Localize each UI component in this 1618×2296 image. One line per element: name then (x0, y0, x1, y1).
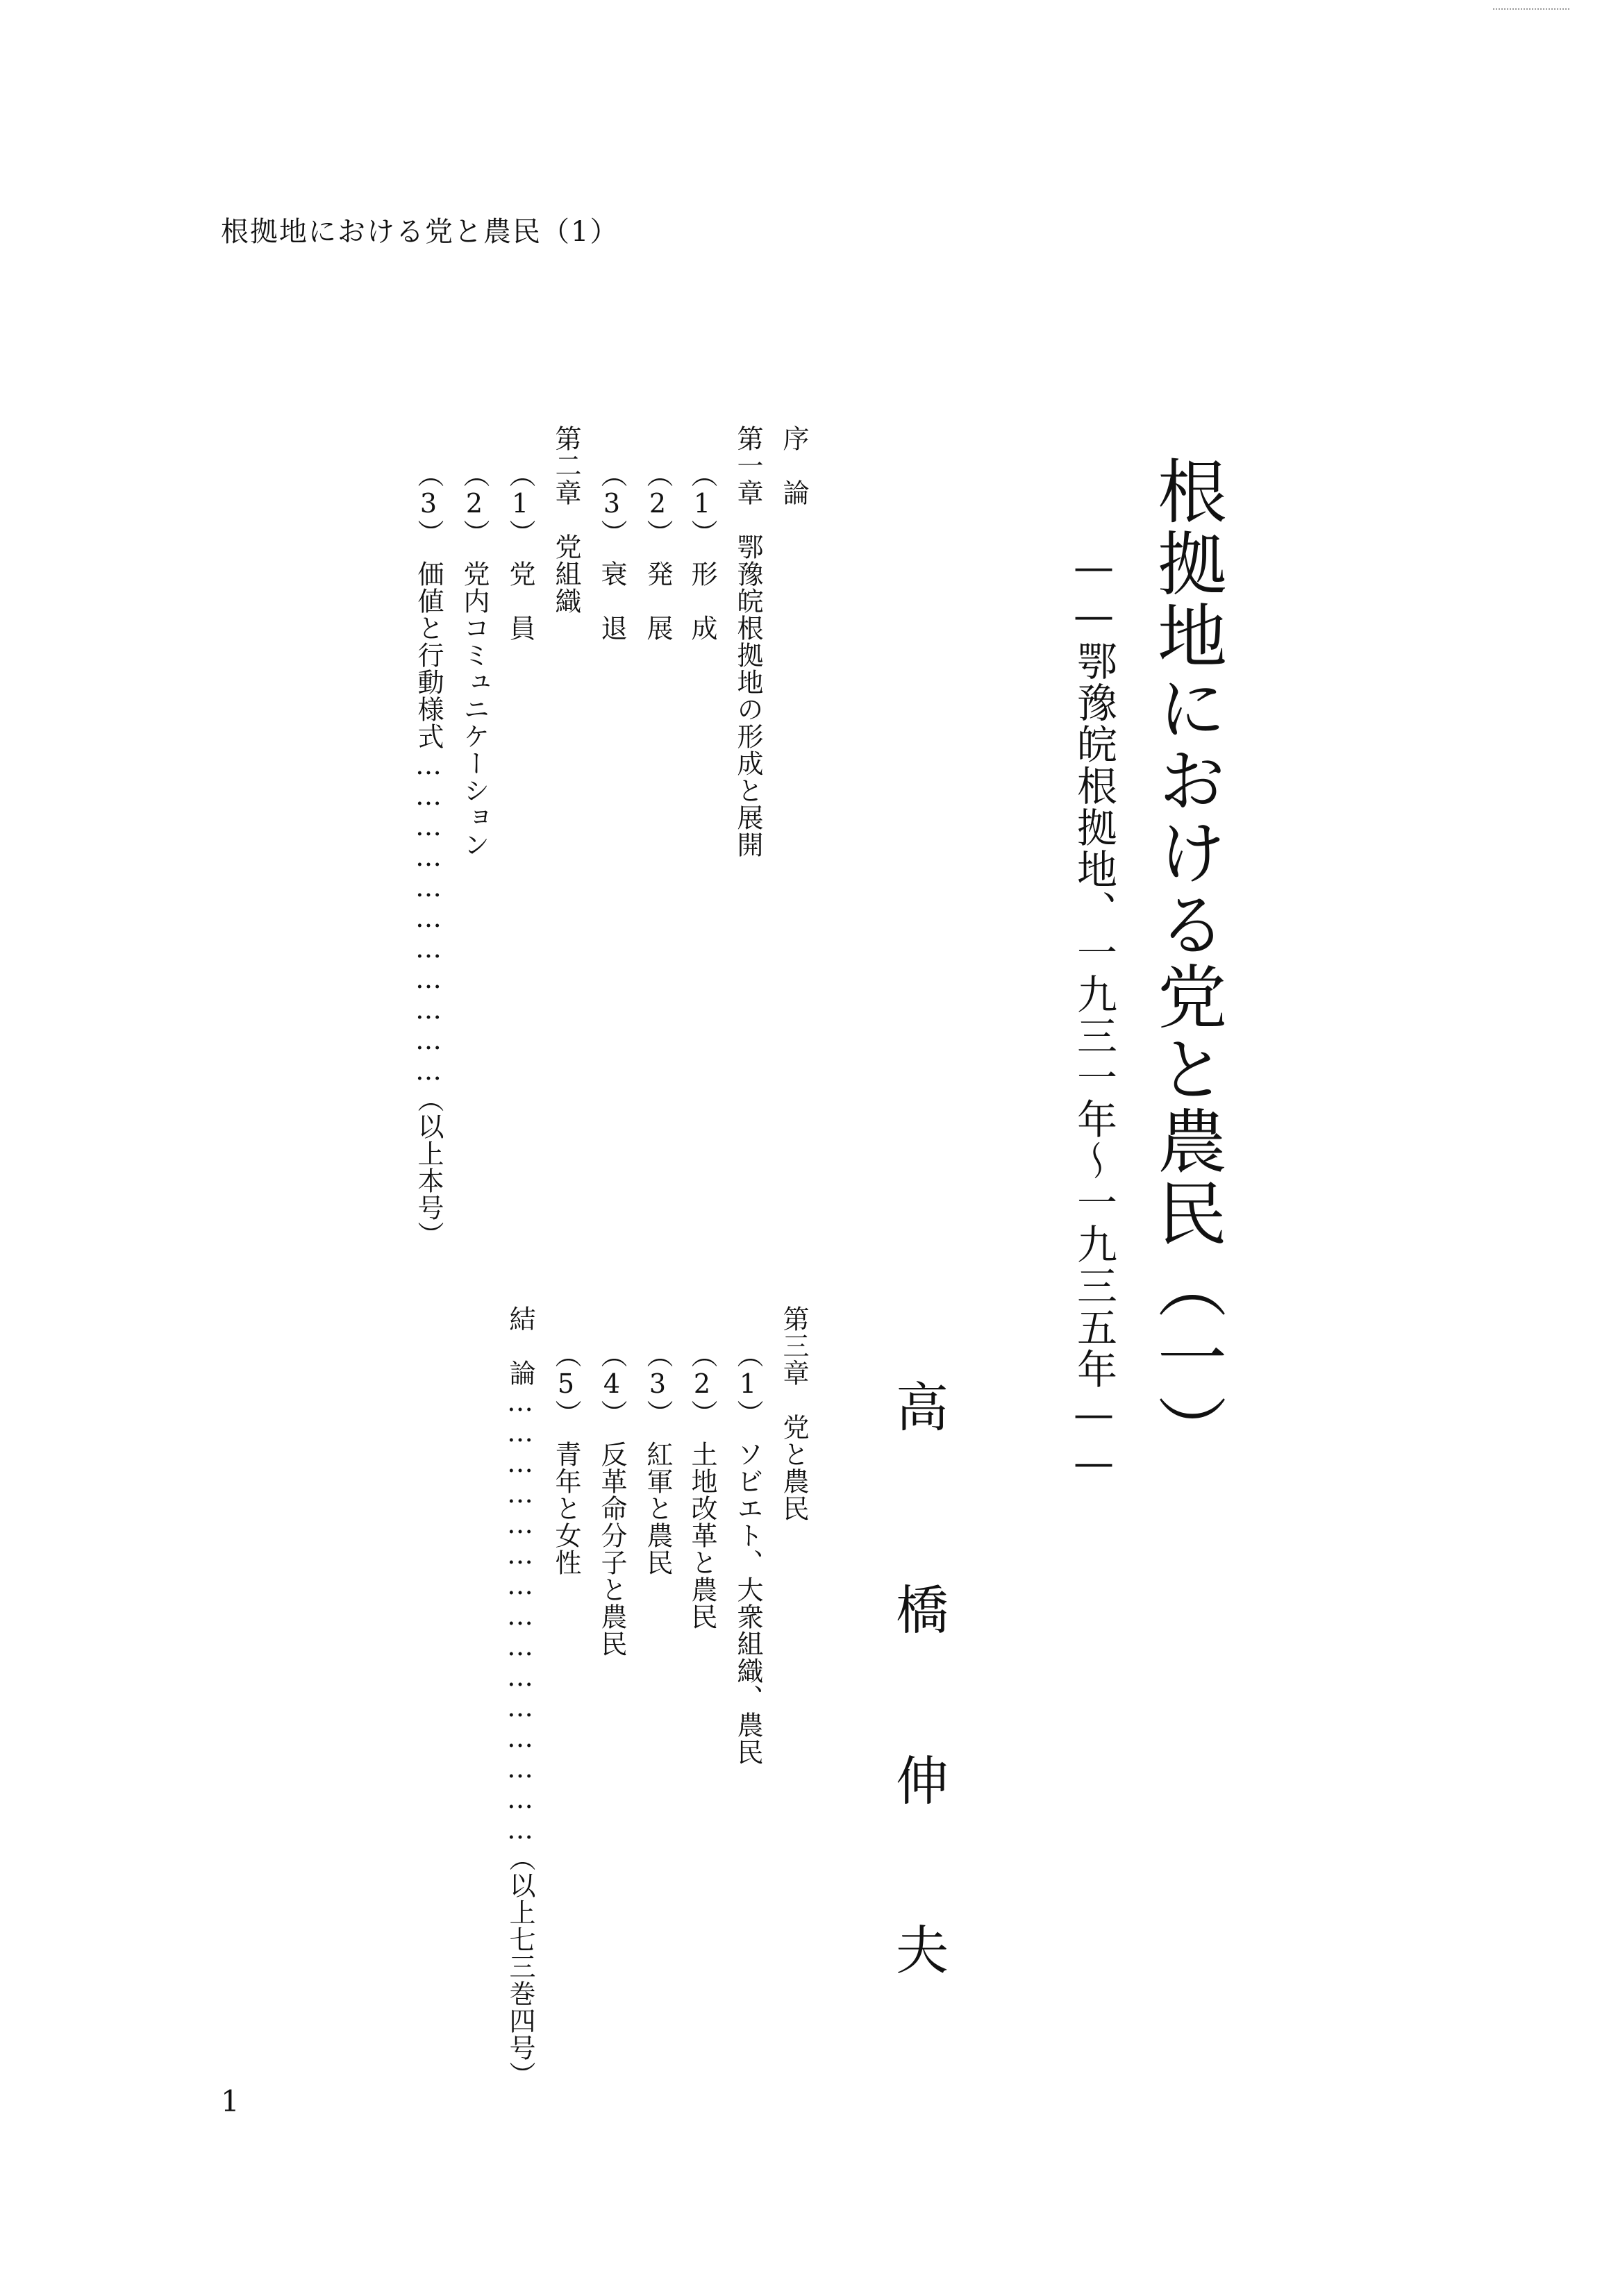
top-edge-marks (1493, 8, 1569, 11)
toc-introduction: 序 論 (778, 425, 809, 506)
toc-section-1-3: （3） 衰 退 (597, 461, 627, 642)
toc-volume-note: （以上本号） (413, 1086, 444, 1248)
running-head: 根拠地における党と農民（1） (221, 216, 619, 248)
toc-section-3-4: （4） 反革命分子と農民 (597, 1341, 627, 1657)
toc-section-1-2: （2） 発 展 (642, 461, 673, 642)
author-char-2: 橋 (896, 1579, 949, 1641)
toc-section-3-1: （1） ソビエト、大衆組織、農民 (733, 1341, 763, 1766)
toc-section-2-1: （1） 党 員 (505, 461, 535, 642)
toc-conclusion (507, 1305, 533, 2088)
toc-conclusion-label: 結 論 (505, 1305, 535, 1386)
author-char-1: 高 (896, 1377, 949, 1439)
toc-section-3-3: （3） 紅軍と農民 (642, 1341, 673, 1576)
toc-section-2-3-label: （3） 価値と行動様式 (413, 461, 444, 750)
author-char-4: 夫 (896, 1920, 949, 1981)
toc-section-3-5: （5） 青年と女性 (551, 1341, 581, 1576)
article-subtitle: ——鄂豫皖根拠地、一九三一年～一九三五年—— (1070, 543, 1117, 1487)
toc-section-2-3 (415, 461, 442, 1248)
toc-volume-note: （以上七三巻四号） (505, 1845, 535, 2088)
toc-leader-dots: ……………………………………… (505, 1386, 535, 1845)
toc-section-2-2: （2） 党内コミュニケーション (459, 461, 490, 858)
author-char-3: 伸 (896, 1750, 949, 1812)
toc-leader-dots: …………………………… (413, 750, 444, 1086)
toc-chapter-2: 第二章 党組織 (551, 425, 581, 614)
toc-section-3-2: （2） 土地改革と農民 (687, 1341, 717, 1630)
toc-chapter-3: 第三章 党と農民 (778, 1305, 809, 1522)
toc-chapter-1: 第一章 鄂豫皖根拠地の形成と展開 (733, 425, 763, 858)
toc-section-1-1: （1） 形 成 (687, 461, 717, 642)
article-title: 根拠地における党と農民（一） (1146, 455, 1227, 1466)
page-number: 1 (221, 2084, 240, 2118)
